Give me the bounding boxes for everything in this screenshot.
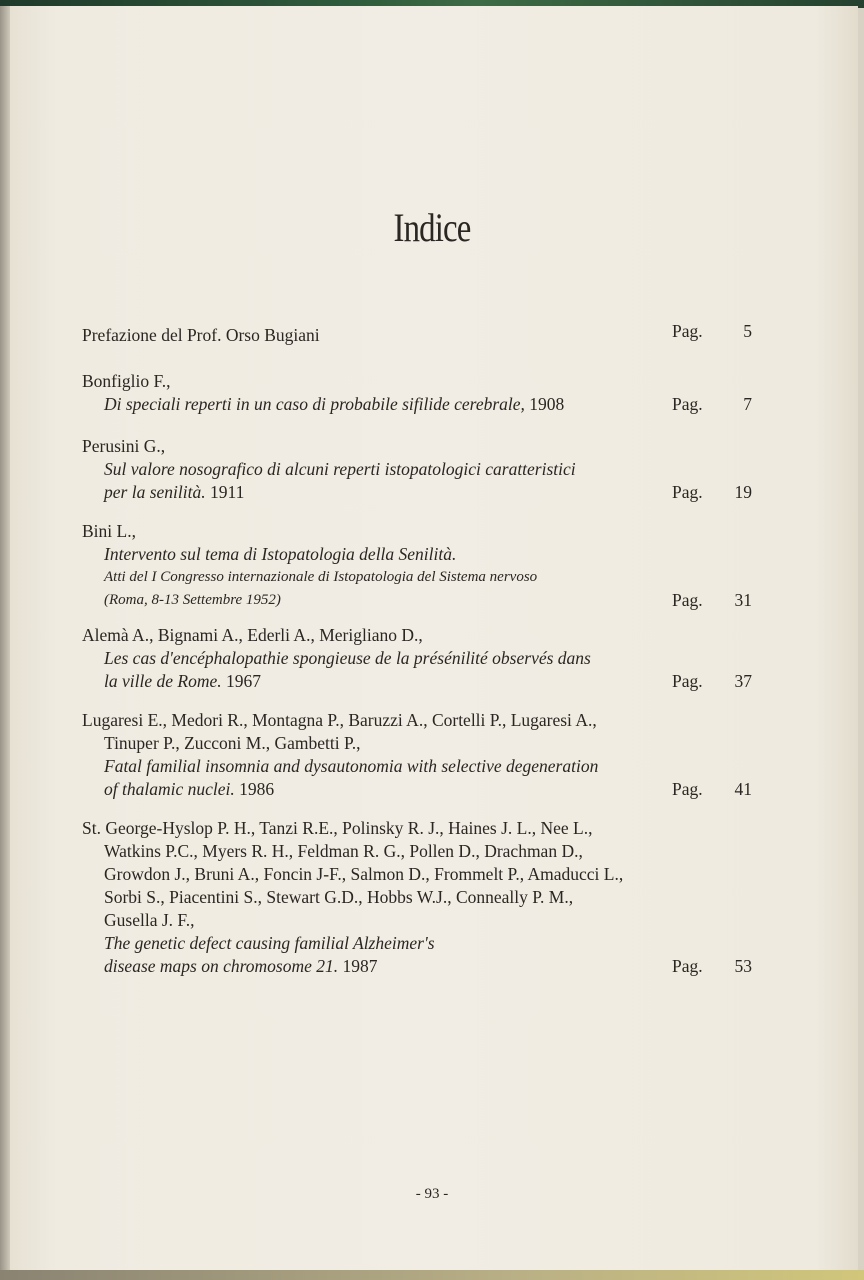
entry-title: The genetic defect causing familial Alzheimer's (104, 933, 435, 953)
entry-title: Sul valore nosografico di alcuni reperti istopatologici caratteristici (104, 459, 576, 479)
entry-author: Lugaresi E., Medori R., Montagna P., Baruzzi A., Cortelli P., Lugaresi A., (82, 710, 597, 730)
page-label: Pag. (672, 321, 703, 341)
entry-author: Gusella J. F., (104, 910, 195, 930)
page-title: Indice (393, 205, 471, 250)
index-entry (82, 321, 752, 347)
entry-year: 1911 (209, 482, 245, 502)
page-ref (672, 670, 752, 693)
page-number: 5 (743, 321, 752, 341)
entry-author: Alemà A., Bignami A., Ederli A., Merigliano D., (82, 625, 423, 645)
entry-title-text: la ville de Rome. (104, 671, 222, 691)
book-page (6, 6, 858, 1272)
page-label: Pag. (672, 779, 703, 799)
entry-author: St. George-Hyslop P. H., Tanzi R.E., Polinsky R. J., Haines J. L., Nee L., (82, 818, 593, 838)
page-ref (672, 955, 752, 978)
entry-author: Growdon J., Bruni A., Foncin J-F., Salmon D., Frommelt P., Amaducci L., (104, 864, 624, 884)
entry-title-text: per la senilità. (104, 482, 206, 502)
page-number: 19 (734, 482, 752, 502)
entry-title (82, 955, 752, 978)
entry-title-text: of thalamic nuclei. (104, 779, 235, 799)
page-number: 53 (734, 956, 752, 976)
entry-author: Prefazione del Prof. Orso Bugiani (82, 325, 320, 345)
entry-author: Watkins P.C., Myers R. H., Feldman R. G., Pollen D., Drachman D., (104, 841, 583, 861)
entry-year: 1967 (225, 671, 261, 691)
entry-year: 1987 (342, 956, 378, 976)
entry-source: (Roma, 8-13 Settembre 1952) (104, 592, 281, 608)
entry-title: Fatal familial insomnia and dysautonomia with selective degeneration (104, 756, 599, 776)
page-ref (672, 393, 752, 416)
page-label: Pag. (672, 482, 703, 502)
page-binding-shadow (0, 6, 10, 1272)
index-entry (82, 435, 752, 504)
page-ref (672, 320, 752, 343)
entry-author: Bini L., (82, 521, 136, 541)
entry-title-text: Di speciali reperti in un caso di probabile sifilide cerebrale, (104, 394, 525, 414)
entry-title: Les cas d'encéphalopathie spongieuse de la présénilité observés dans (104, 648, 591, 668)
entry-author: Bonfiglio F., (82, 371, 171, 391)
page-number: 41 (734, 779, 752, 799)
entry-source: Atti del I Congresso internazionale di Istopatologia del Sistema nervoso (104, 569, 538, 585)
page-footer-number: - 93 - (415, 1186, 449, 1202)
entry-title (82, 481, 752, 504)
entry-author: Sorbi S., Piacentini S., Stewart G.D., Hobbs W.J., Conneally P. M., (104, 887, 574, 907)
entry-title (82, 393, 752, 416)
index-entry (82, 370, 752, 416)
page-label: Pag. (672, 671, 703, 691)
page-label: Pag. (672, 590, 703, 610)
page-ref (672, 481, 752, 504)
entry-title-text: disease maps on chromosome 21. (104, 956, 339, 976)
entry-year: 1908 (529, 394, 565, 414)
entry-title: Intervento sul tema di Istopatologia della Senilità. (104, 544, 457, 564)
page-number: 31 (734, 590, 752, 610)
book-bottom-edge (0, 1270, 864, 1280)
index-entry (82, 624, 752, 693)
index-entry (82, 709, 752, 801)
entry-year: 1986 (239, 779, 275, 799)
page-ref (672, 778, 752, 801)
index-entry (82, 520, 752, 612)
entry-title (82, 670, 752, 693)
page-ref (672, 589, 752, 612)
entry-author: Tinuper P., Zucconi M., Gambetti P., (104, 733, 361, 753)
page-label: Pag. (672, 394, 703, 414)
page-number: 37 (734, 671, 752, 691)
page-label: Pag. (672, 956, 703, 976)
entry-author: Perusini G., (82, 436, 166, 456)
index-entry (82, 817, 752, 978)
entry-title (82, 778, 752, 801)
page-number: 7 (743, 394, 752, 414)
